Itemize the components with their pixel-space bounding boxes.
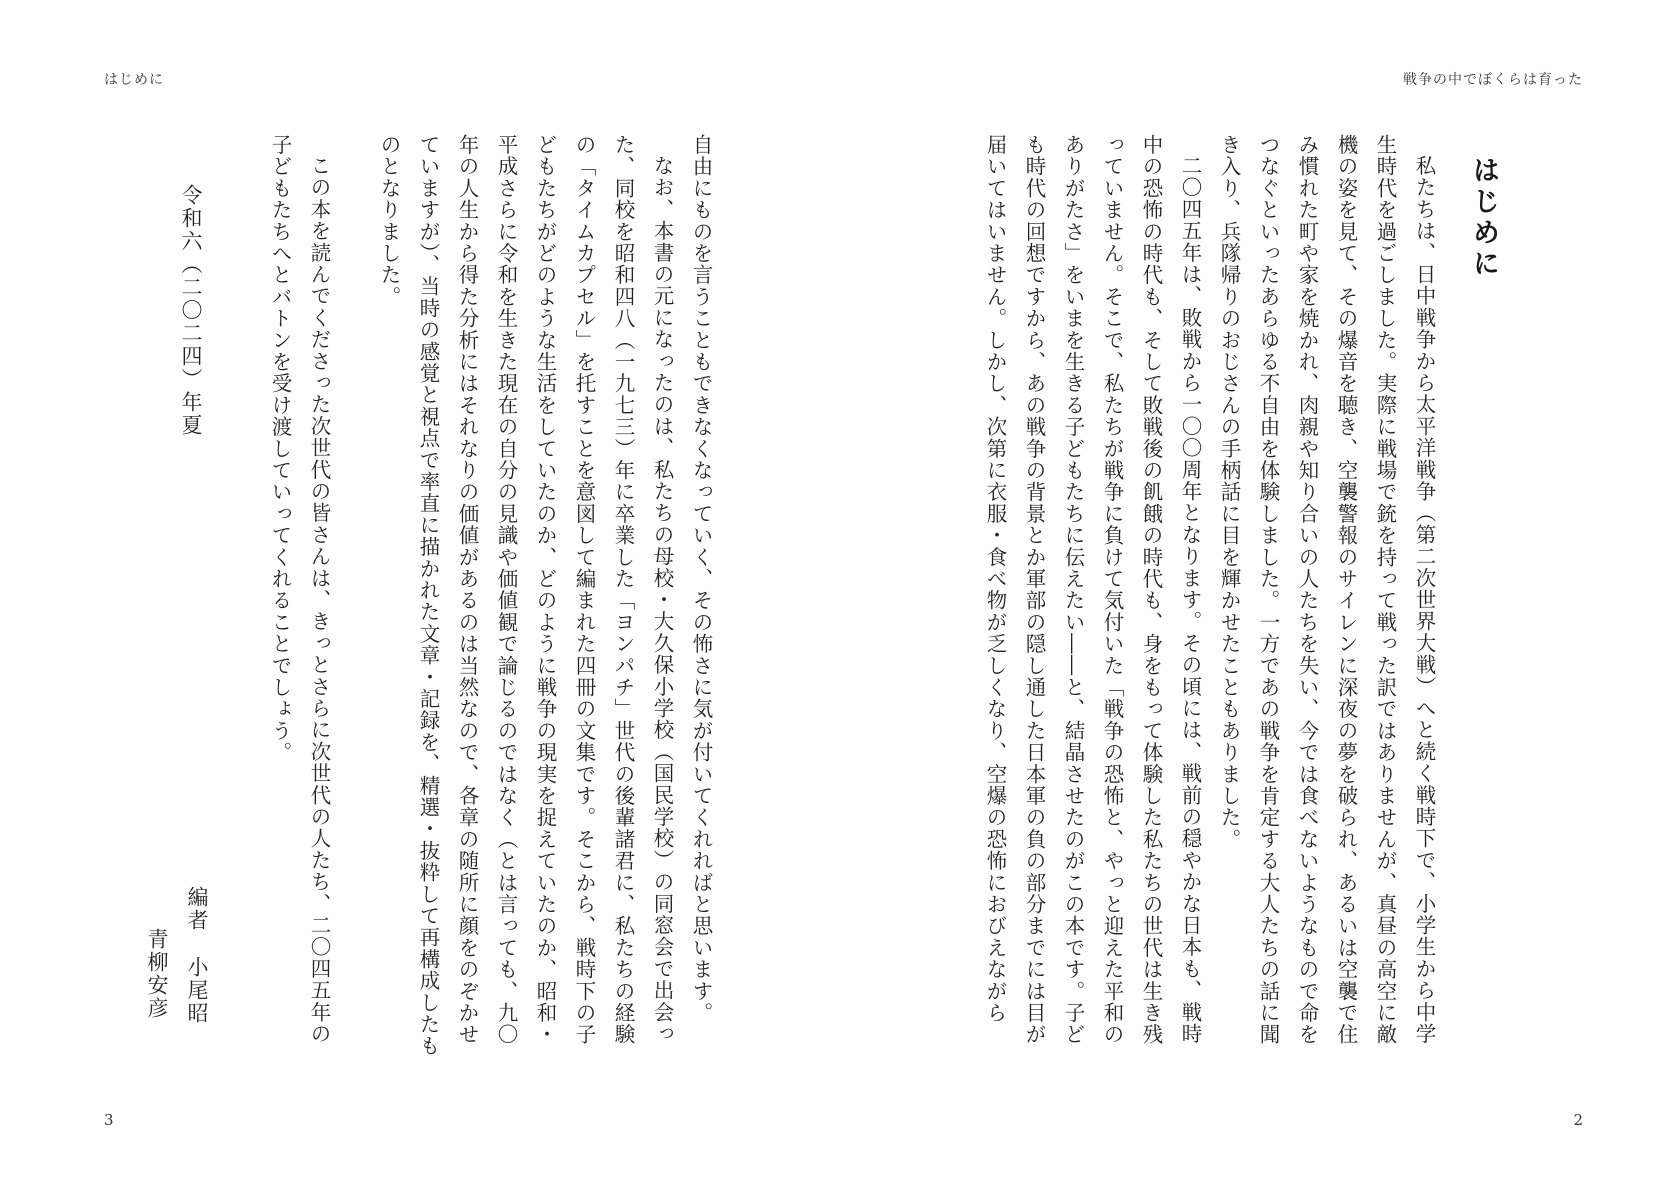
right-body-text xyxy=(923,134,1443,1064)
left-page-number: 3 xyxy=(104,1111,114,1129)
left-paragraph-2: なお、本書の元になったのは、私たちの母校・大久保小学校（国民学校）の同窓会で出会った、同校を昭和四八（一九七三）年に卒業した「ヨンパチ」世代の後輩諸君に、私たちの経験の「タイムカプセル」を托すことを意図して編まれた四冊の文集です。そこから、戦時下の子どもたちがどのような生活をしていたのか、どのように戦争の現実を捉えていたのか、昭和・平成さらに令和を生きた現在の自分の見識や価値観で論じるのではなく（とは言っても、九〇年の人生から得た分析にはそれなりの価値があるのは当然なので、各章の随所に顔をのぞかせていますが）、当時の感覚と視点で率直に描かれた文章・記録を、精選・抜粋して再構成したものとなりました。 xyxy=(377,134,674,1057)
right-paragraph-2: 二〇四五年は、敗戦から一〇〇周年となります。その頃には、戦前の穏やかな日本も、戦時中の恐怖の時代も、そして敗戦後の飢餓の時代も、身をもって体験した私たちの世代は生き残っていません。そこで、私たちが戦争に負けて気付いた「戦争の恐怖と、やっと迎えた平和のありがたさ」をいまを生きる子どもたちに伝えたい――と、結晶させたのがこの本です。子ども時代の回想ですから、あの戦争の背景とか軍部の隠し通した日本軍の負の部分までには目が届いてはいません。しかし、次第に衣服・食べ物が乏しくなり、空爆の恐怖におびえながら xyxy=(983,134,1202,1046)
right-running-head: 戦争の中でぼくらは育った xyxy=(1403,72,1583,88)
left-running-head: はじめに xyxy=(104,72,164,88)
right-page-number: 2 xyxy=(1573,1111,1583,1129)
left-closing-text xyxy=(258,134,338,1064)
left-body-text xyxy=(330,134,720,1064)
left-paragraph-1: 自由にものを言うこともできなくなっていく、その怖さに気が付いてくれればと思います。 xyxy=(689,134,713,1024)
left-closing-paragraph: この本を読んでくださった次世代の皆さんは、きっとさらに次世代の人たち、二〇四五年の子どもたちへとバトンを受け渡していってくれることでしょう。 xyxy=(268,134,331,1045)
chapter-title: はじめに xyxy=(1468,156,1499,280)
editor-name-1: 小尾昭 xyxy=(185,956,209,1025)
editor-name-2: 青柳安彦 xyxy=(145,928,169,1020)
date-signoff: 令和六（二〇二四）年夏 xyxy=(179,184,203,437)
right-paragraph-1: 私たちは、日中戦争から太平洋戦争（第二次世界大戦）へと続く戦時下で、小学生から中学生時代を過ごしました。実際に戦場で銃を持って戦った訳ではありませんが、真昼の高空に敵機の姿を見て、その爆音を聴き、空襲警報のサイレンに深夜の夢を破られ、あるいは空襲で住み慣れた町や家を焼かれ、肉親や知り合いの人たちを失い、今では食べないようなもので命をつなぐといったあらゆる不自由を体験しました。一方であの戦争を肯定する大人たちの話に聞き入り、兵隊帰りのおじさんの手柄話に目を輝かせたこともありました。 xyxy=(1217,134,1436,1046)
editor-role-label: 編者 xyxy=(185,886,209,932)
